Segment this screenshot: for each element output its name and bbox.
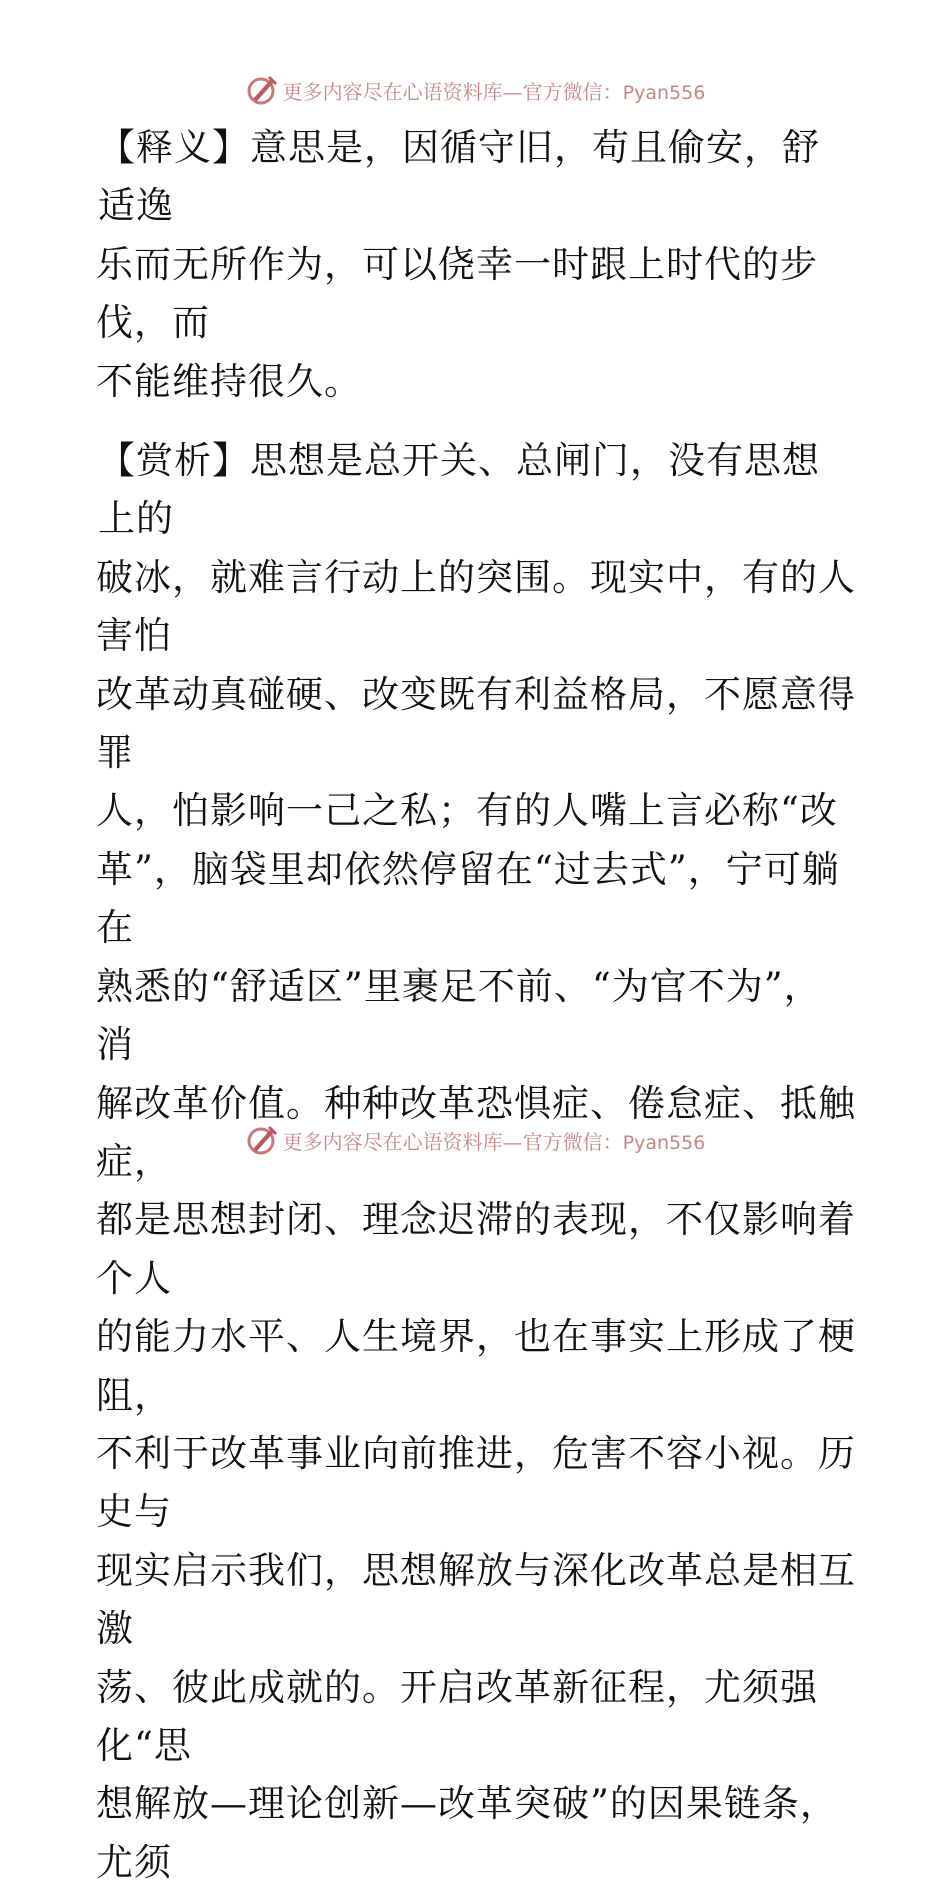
quill-logo-icon: [245, 73, 279, 107]
text-line: 破冰，就难言行动上的突围。现实中，有的人害怕: [96, 555, 856, 658]
footer-banner-text: 更多内容尽在心语资料库—官方微信：Pyan556: [282, 1129, 706, 1154]
paragraph-interpretation: [96, 119, 856, 411]
header-banner-text: 更多内容尽在心语资料库—官方微信：Pyan556: [282, 79, 706, 104]
text-line: 【释义】意思是，因循守旧，苟且偷安，舒适逸: [98, 126, 820, 228]
quill-logo-icon: [245, 1123, 279, 1157]
text-line: 都是思想封闭、理念迟滞的表现，不仅影响着个人: [96, 1198, 856, 1300]
text-line: 不利于改革事业向前推进，危害不容小视。历史与: [96, 1431, 856, 1534]
text-line: 想解放—理论创新—改革突破”的因果链条，尤须: [96, 1782, 838, 1884]
text-line: 【赏析】思想是总开关、总闸门，没有思想上的: [98, 439, 820, 541]
text-line: 革”，脑袋里却依然停留在“过去式”，宁可躺在: [96, 847, 840, 950]
footer-watermark-banner: [0, 1120, 950, 1160]
text-line: 改革动真碰硬、改变既有利益格局，不愿意得罪: [96, 672, 856, 775]
document-body: [96, 119, 856, 1892]
text-line: 人，怕影响一己之私；有的人嘴上言必称“改: [96, 789, 838, 833]
text-line: 熟悉的“舒适区”里裹足不前、“为官不为”，消: [96, 964, 822, 1067]
text-line: 荡、彼此成就的。开启改革新征程，尤须强化“思: [96, 1665, 818, 1767]
header-watermark-banner: [0, 70, 950, 110]
text-line: 解改革价值。种种改革恐惧症、倦怠症、抵触症，: [96, 1081, 856, 1183]
text-line: 现实启示我们，思想解放与深化改革总是相互激: [96, 1548, 856, 1651]
text-line: 的能力水平、人生境界，也在事实上形成了梗阻，: [96, 1315, 856, 1417]
text-line: 乐而无所作为，可以侥幸一时跟上时代的步伐，而: [96, 242, 818, 345]
text-line: 不能维持很久。: [96, 359, 362, 403]
paragraph-appreciation: [96, 432, 856, 1892]
